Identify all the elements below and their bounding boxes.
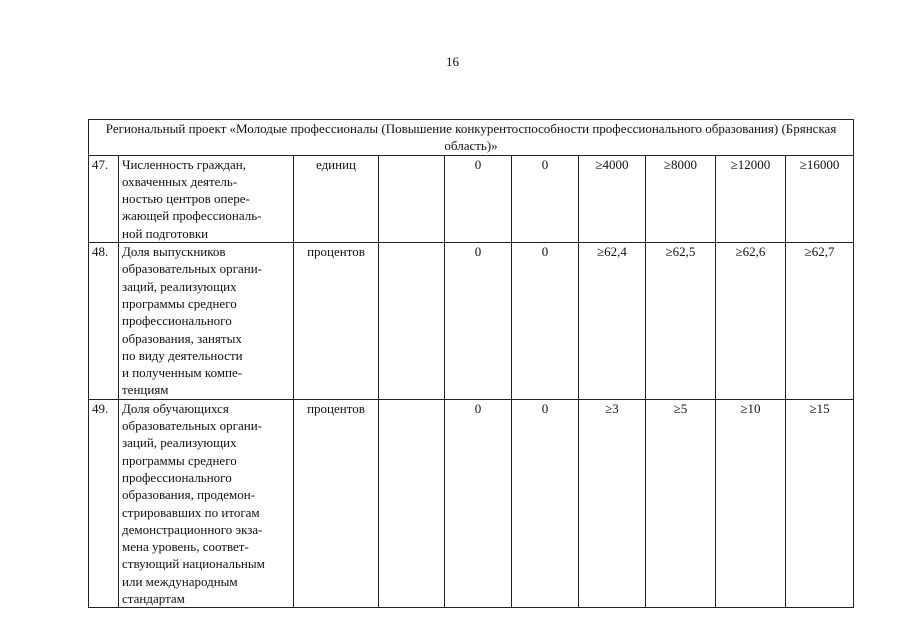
unit-cell: процентов xyxy=(294,243,379,400)
unit-cell: единиц xyxy=(294,155,379,242)
value-cell: ≥4000 xyxy=(579,155,646,242)
project-header: Региональный проект «Молодые профессионалы (Повышение конкурентоспособности профессионального образования) (Брянская область)» xyxy=(89,120,854,156)
table-row xyxy=(89,399,854,608)
value-cell: ≥8000 xyxy=(646,155,716,242)
value-cell: ≥62,6 xyxy=(716,243,786,400)
value-cell: 0 xyxy=(512,243,579,400)
value-cell: ≥62,4 xyxy=(579,243,646,400)
value-cell: ≥15 xyxy=(786,399,854,608)
value-cell: ≥62,5 xyxy=(646,243,716,400)
blank-cell xyxy=(379,243,445,400)
indicator-name: Доля выпускников образовательных органи- заций, реализующих программы среднего профессионального образования, занятых по виду деятельности и полученным компе- тенциям xyxy=(119,243,294,400)
row-number: 49. xyxy=(89,399,119,608)
indicator-name: Доля обучающихся образовательных органи- заций, реализующих программы среднего профессионального образования, продемон- стрировавших по итогам демонстрационного экза- мена уровень, соответ- ствующий национальным или международным стандартам xyxy=(119,399,294,608)
indicator-name: Численность граждан, охваченных деятель- ностью центров опере- жающей профессиональ- ной подготовки xyxy=(119,155,294,242)
value-cell: 0 xyxy=(445,243,512,400)
table-row xyxy=(89,243,854,400)
value-cell: ≥5 xyxy=(646,399,716,608)
indicators-table xyxy=(88,119,854,608)
blank-cell xyxy=(379,155,445,242)
value-cell: 0 xyxy=(512,155,579,242)
table-row xyxy=(89,155,854,242)
row-number: 48. xyxy=(89,243,119,400)
row-number: 47. xyxy=(89,155,119,242)
value-cell: 0 xyxy=(445,155,512,242)
unit-cell: процентов xyxy=(294,399,379,608)
value-cell: 0 xyxy=(445,399,512,608)
value-cell: ≥12000 xyxy=(716,155,786,242)
value-cell: 0 xyxy=(512,399,579,608)
value-cell: ≥62,7 xyxy=(786,243,854,400)
value-cell: ≥16000 xyxy=(786,155,854,242)
value-cell: ≥10 xyxy=(716,399,786,608)
blank-cell xyxy=(379,399,445,608)
page-number: 16 xyxy=(446,54,459,69)
value-cell: ≥3 xyxy=(579,399,646,608)
